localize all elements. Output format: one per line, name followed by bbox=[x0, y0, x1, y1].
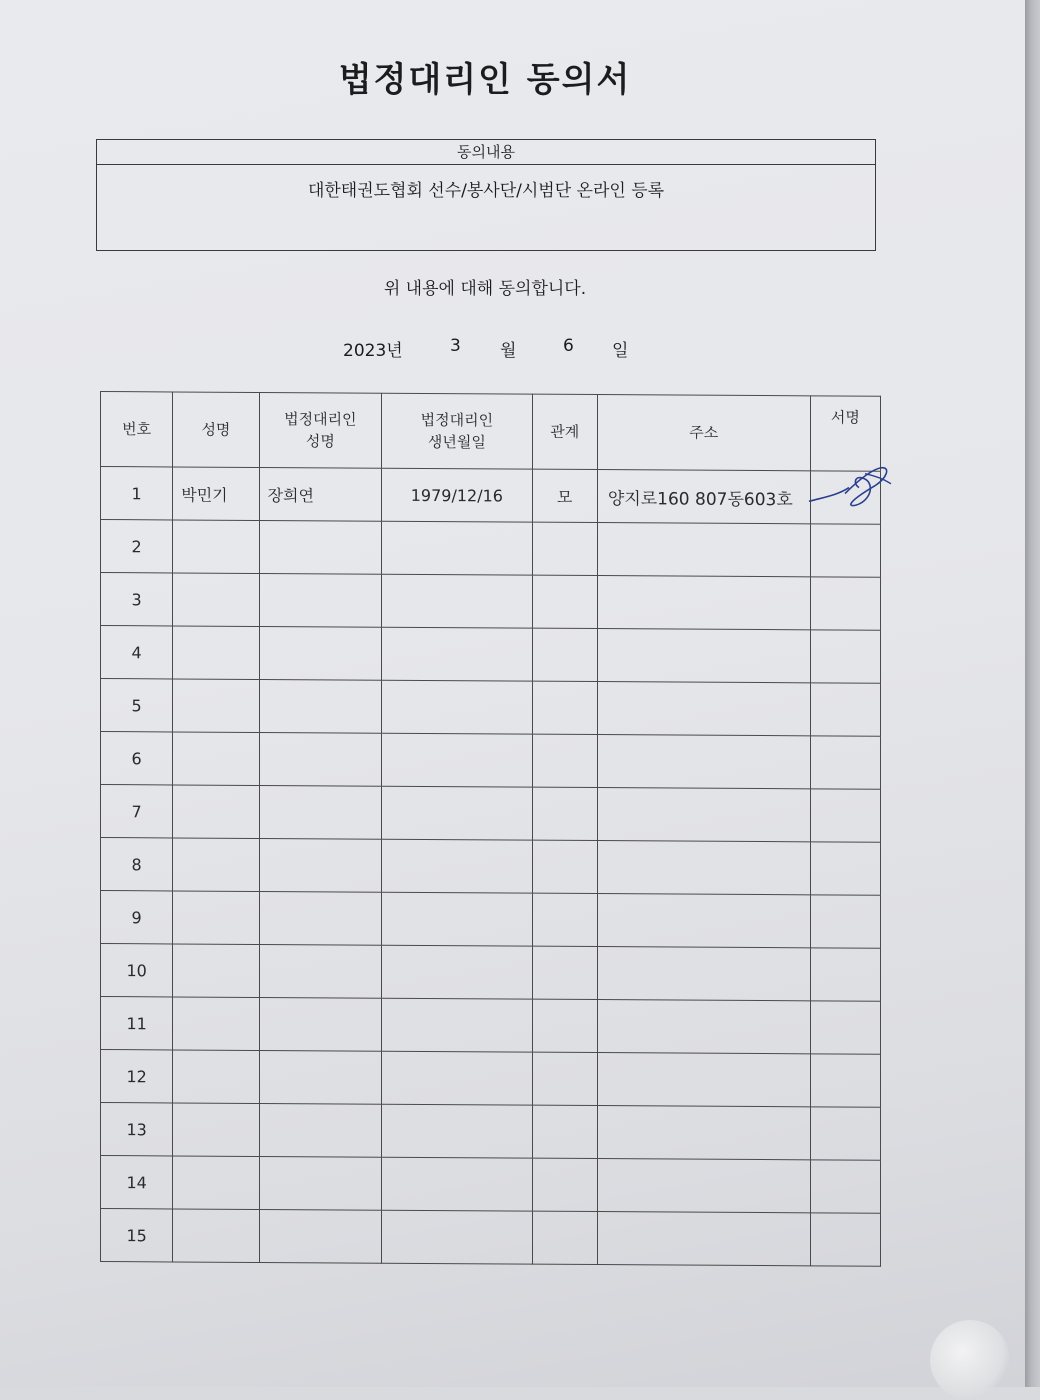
cell-address bbox=[597, 1000, 810, 1054]
table-body bbox=[101, 467, 881, 1267]
cell-name bbox=[173, 944, 259, 998]
cell-name bbox=[173, 997, 259, 1051]
cell-address bbox=[597, 894, 810, 948]
cell-signature bbox=[810, 471, 880, 524]
cell-signature bbox=[810, 1001, 880, 1054]
cell-relation bbox=[532, 787, 597, 840]
cell-signature bbox=[810, 895, 880, 948]
cell-address bbox=[597, 629, 810, 683]
cell-guardian-name bbox=[259, 1103, 381, 1157]
table-row bbox=[101, 785, 881, 843]
table-row bbox=[101, 838, 881, 896]
cell-guardian-dob bbox=[382, 680, 533, 734]
handwritten-signature bbox=[805, 457, 895, 518]
document-title: 법정대리인 동의서 bbox=[338, 60, 632, 100]
cell-no: 9 bbox=[101, 891, 173, 944]
cell-guardian-name bbox=[259, 838, 381, 892]
cell-relation: 모 bbox=[532, 469, 597, 522]
cell-address bbox=[597, 841, 810, 895]
header-no: 번호 bbox=[101, 392, 173, 467]
table-row bbox=[101, 732, 881, 790]
cell-guardian-dob bbox=[382, 1104, 533, 1158]
date-day: 6 bbox=[563, 336, 574, 356]
cell-guardian-dob bbox=[382, 1157, 533, 1211]
table-row bbox=[101, 1156, 881, 1214]
header-signature: 서명 bbox=[810, 396, 880, 471]
cell-relation bbox=[532, 575, 597, 628]
cell-signature bbox=[810, 948, 880, 1001]
table-row bbox=[101, 467, 881, 525]
cell-guardian-name bbox=[259, 785, 381, 839]
header-guardian-name: 법정대리인 성명 bbox=[259, 392, 381, 468]
table-row bbox=[101, 520, 881, 578]
cell-address bbox=[597, 1053, 810, 1107]
date-year: 2023년 bbox=[343, 341, 403, 361]
cell-no: 1 bbox=[101, 467, 173, 520]
cell-relation bbox=[532, 1211, 597, 1264]
consent-content-box bbox=[96, 139, 876, 251]
cell-guardian-dob bbox=[382, 998, 533, 1052]
cell-name bbox=[173, 838, 259, 892]
cell-no: 15 bbox=[101, 1209, 173, 1262]
guardian-consent-table bbox=[100, 391, 881, 1267]
table-row bbox=[101, 1050, 881, 1108]
cell-relation bbox=[532, 999, 597, 1052]
cell-relation bbox=[532, 1105, 597, 1158]
cell-guardian-dob bbox=[382, 574, 533, 628]
cell-name bbox=[173, 626, 259, 680]
table-row bbox=[101, 1103, 881, 1161]
cell-guardian-name bbox=[259, 1209, 381, 1263]
cell-address bbox=[597, 1212, 810, 1266]
cell-no: 5 bbox=[101, 679, 173, 732]
cell-relation bbox=[532, 681, 597, 734]
cell-guardian-name bbox=[259, 1050, 381, 1104]
table-row bbox=[101, 626, 881, 684]
cell-no: 12 bbox=[101, 1050, 173, 1103]
cell-signature bbox=[810, 630, 880, 683]
cell-guardian-dob bbox=[382, 627, 533, 681]
cell-guardian-name bbox=[259, 679, 381, 733]
cell-guardian-name bbox=[259, 520, 381, 574]
cell-relation bbox=[532, 1158, 597, 1211]
cell-guardian-name bbox=[259, 573, 381, 627]
cell-name bbox=[173, 891, 259, 945]
cell-signature bbox=[810, 736, 880, 789]
cell-guardian-name bbox=[259, 626, 381, 680]
cell-address bbox=[597, 1106, 810, 1160]
header-relation: 관계 bbox=[532, 394, 597, 469]
cell-guardian-dob bbox=[382, 786, 533, 840]
cell-name bbox=[173, 785, 259, 839]
cell-guardian-name bbox=[259, 1156, 381, 1210]
cell-guardian-dob: 1979/12/16 bbox=[382, 468, 533, 522]
cell-relation bbox=[532, 1052, 597, 1105]
cell-guardian-name: 장희연 bbox=[259, 467, 381, 521]
table-row bbox=[101, 997, 881, 1055]
cell-signature bbox=[810, 842, 880, 895]
cell-no: 4 bbox=[101, 626, 173, 679]
corner-glare bbox=[930, 1320, 1010, 1400]
cell-no: 13 bbox=[101, 1103, 173, 1156]
consent-content-body: 대한태권도협회 선수/봉사단/시범단 온라인 등록 bbox=[307, 181, 665, 201]
table-row bbox=[101, 1209, 881, 1267]
cell-name bbox=[173, 1103, 259, 1157]
cell-no: 2 bbox=[101, 520, 173, 573]
cell-no: 10 bbox=[101, 944, 173, 997]
paper-edge-shadow bbox=[1025, 0, 1040, 1387]
cell-name bbox=[173, 1050, 259, 1104]
cell-signature bbox=[810, 1160, 880, 1213]
cell-no: 7 bbox=[101, 785, 173, 838]
date-month-unit: 월 bbox=[500, 341, 517, 361]
cell-no: 8 bbox=[101, 838, 173, 891]
header-name: 성명 bbox=[173, 392, 259, 468]
cell-guardian-name bbox=[259, 997, 381, 1051]
cell-signature bbox=[810, 577, 880, 630]
cell-no: 3 bbox=[101, 573, 173, 626]
cell-name bbox=[173, 679, 259, 733]
cell-name bbox=[173, 1209, 259, 1263]
table-row bbox=[101, 573, 881, 631]
cell-guardian-dob bbox=[382, 733, 533, 787]
cell-guardian-dob bbox=[382, 892, 533, 946]
cell-guardian-dob bbox=[382, 1210, 533, 1264]
cell-name bbox=[173, 1156, 259, 1210]
cell-guardian-name bbox=[259, 732, 381, 786]
cell-address: 양지로160 807동603호 bbox=[597, 470, 810, 524]
cell-guardian-dob bbox=[382, 839, 533, 893]
cell-relation bbox=[532, 628, 597, 681]
table-row bbox=[101, 679, 881, 737]
date-month: 3 bbox=[450, 336, 461, 356]
cell-address bbox=[597, 576, 810, 630]
cell-guardian-dob bbox=[382, 945, 533, 999]
cell-signature bbox=[810, 789, 880, 842]
cell-relation bbox=[532, 840, 597, 893]
cell-no: 11 bbox=[101, 997, 173, 1050]
cell-signature bbox=[810, 1054, 880, 1107]
cell-signature bbox=[810, 1107, 880, 1160]
cell-name bbox=[173, 520, 259, 574]
cell-relation bbox=[532, 522, 597, 575]
cell-address bbox=[597, 1159, 810, 1213]
cell-relation bbox=[532, 946, 597, 999]
cell-signature bbox=[810, 1213, 880, 1266]
header-guardian-dob: 법정대리인 생년월일 bbox=[382, 393, 533, 469]
cell-relation bbox=[532, 893, 597, 946]
cell-address bbox=[597, 735, 810, 789]
cell-address bbox=[597, 788, 810, 842]
cell-no: 14 bbox=[101, 1156, 173, 1209]
cell-name bbox=[173, 573, 259, 627]
table-row bbox=[101, 891, 881, 949]
agreement-statement: 위 내용에 대해 동의합니다. bbox=[383, 279, 587, 299]
table-header-row bbox=[101, 392, 881, 472]
header-address: 주소 bbox=[597, 395, 810, 471]
cell-name: 박민기 bbox=[173, 467, 259, 521]
date-day-unit: 일 bbox=[612, 341, 629, 361]
table-row bbox=[101, 944, 881, 1002]
cell-guardian-dob bbox=[382, 521, 533, 575]
cell-guardian-name bbox=[259, 891, 381, 945]
cell-guardian-dob bbox=[382, 1051, 533, 1105]
cell-signature bbox=[810, 524, 880, 577]
cell-signature bbox=[810, 683, 880, 736]
cell-relation bbox=[532, 734, 597, 787]
cell-no: 6 bbox=[101, 732, 173, 785]
consent-content-header: 동의내용 bbox=[97, 140, 875, 165]
cell-address bbox=[597, 523, 810, 577]
cell-address bbox=[597, 947, 810, 1001]
cell-guardian-name bbox=[259, 944, 381, 998]
cell-name bbox=[173, 732, 259, 786]
cell-address bbox=[597, 682, 810, 736]
